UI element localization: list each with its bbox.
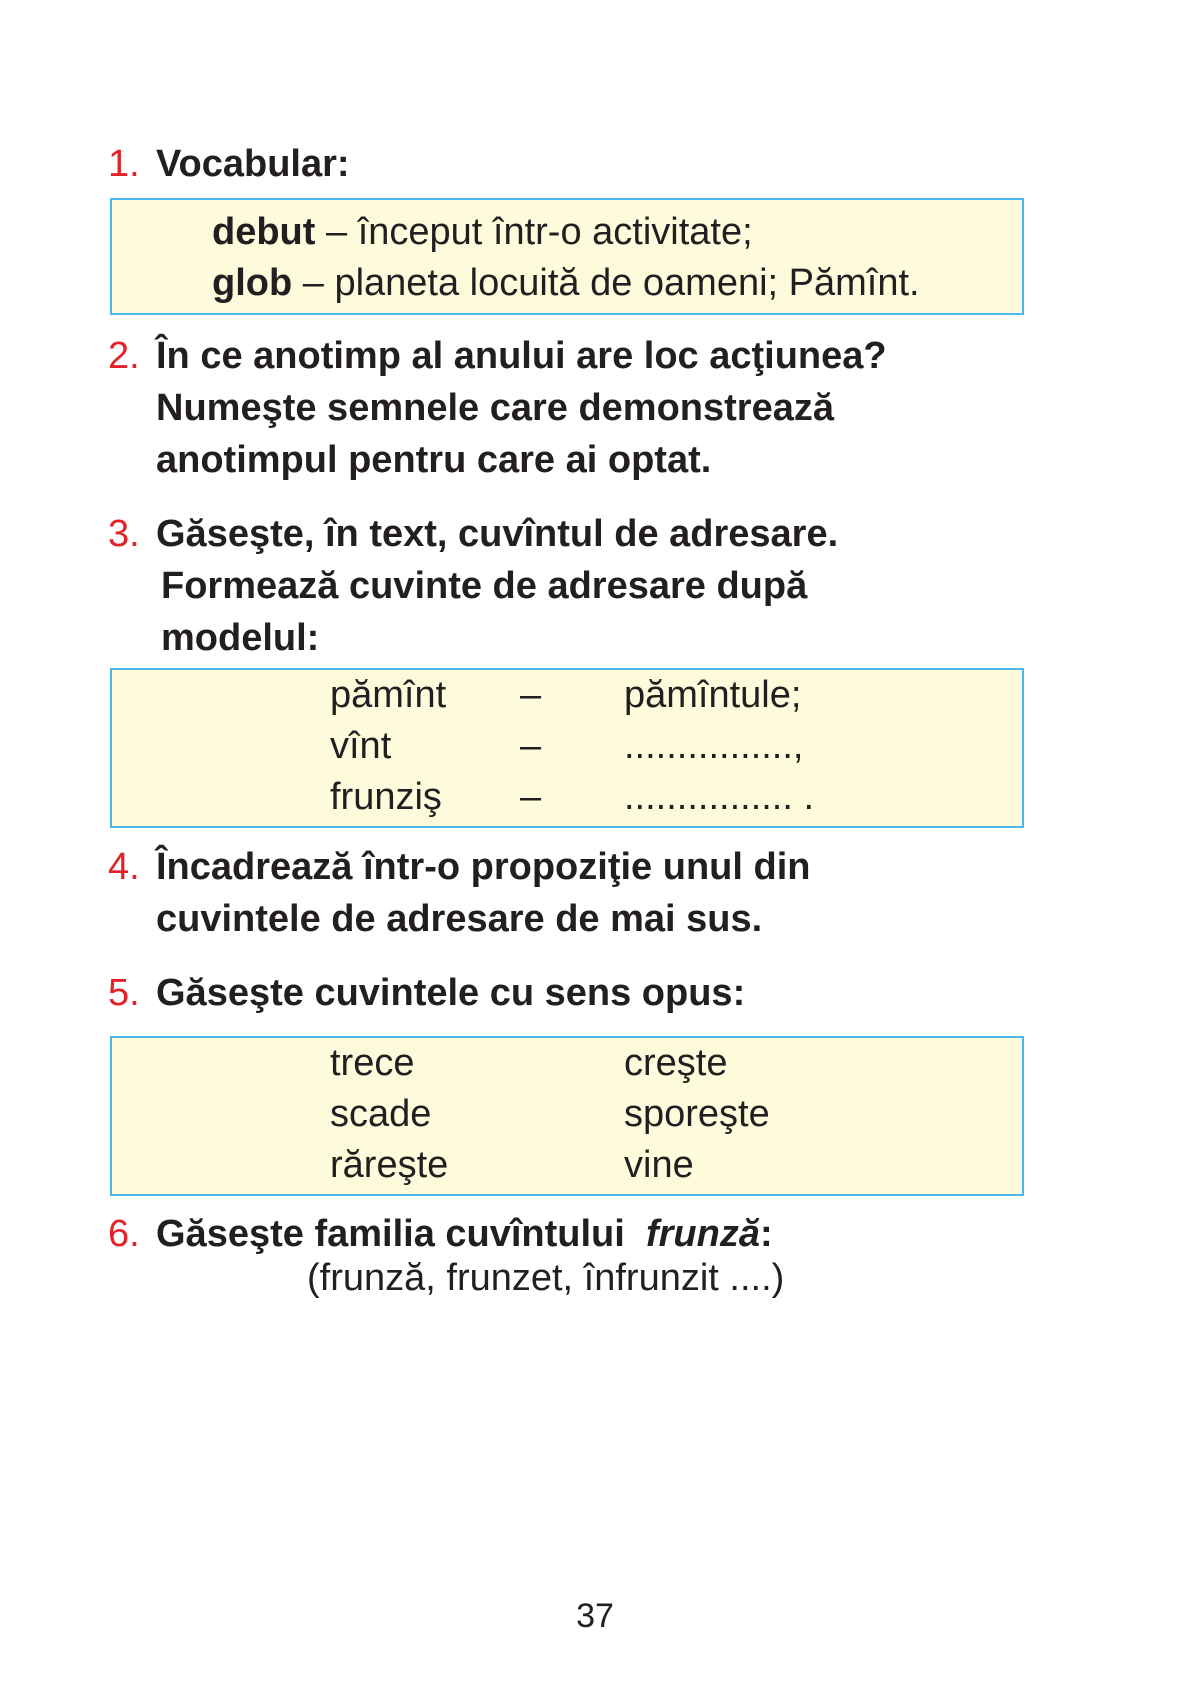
opposite-word-right: sporeşte [624,1093,770,1135]
question-number: 6. [108,1213,140,1255]
highlighted-word: frunză [645,1213,760,1255]
vocabulary-item [212,207,753,258]
vocabulary-term: debut [212,211,316,253]
question-line: Numeşte semnele care demonstrează [156,387,834,429]
question-number: 4. [108,846,140,888]
question-line [108,330,887,382]
vocabulary-term: glob [212,262,293,304]
address-word: frunziş [330,776,442,818]
question-number: 5. [108,972,140,1014]
vocabulary-box [110,198,1024,315]
question-number: 2. [108,335,140,377]
question-line: modelul: [161,617,320,659]
vocabulary-definition: planeta locuită de oameni; Pămînt. [334,262,920,304]
question-1 [108,138,350,190]
address-word: vînt [330,725,392,767]
opposites-box [110,1036,1024,1196]
opposite-word-right: vine [624,1144,694,1186]
page-number: 37 [576,1597,614,1635]
address-form: ................, [624,725,804,767]
question-line: Formează cuvinte de adresare după [161,565,808,607]
vocabulary-item [212,258,920,309]
opposite-word-left: răreşte [330,1144,449,1186]
question-title: Găseşte cuvintele cu sens opus: [156,972,746,1014]
question-text: În ce anotimp al anului are loc acţiunea? [156,335,887,377]
vocabulary-separator: – [315,211,358,253]
question-3 [108,508,838,664]
dash: – [520,776,542,818]
question-number: 1. [108,143,140,185]
question-2 [108,330,887,486]
address-form: ................ . [624,776,815,818]
question-line [108,841,810,893]
question-4 [108,841,810,945]
opposite-word-right: creşte [624,1042,728,1084]
question-colon: : [759,1213,773,1255]
word-family-hint: (frunză, frunzet, înfrunzit ....) [307,1257,785,1299]
dash: – [520,725,542,767]
question-title: Vocabular: [156,143,350,185]
dash: – [520,674,542,716]
question-title: Găseşte familia cuvîntului [156,1213,625,1255]
question-text: Încadrează într-o propoziţie unul din [156,846,811,888]
address-word: pămînt [330,674,447,716]
question-number: 3. [108,513,140,555]
address-words-box [110,668,1024,828]
opposite-word-left: trece [330,1042,415,1084]
vocabulary-definition: început într-o activitate; [357,211,753,253]
vocabulary-separator: – [292,262,335,304]
address-form: pămîntule; [624,674,802,716]
question-line [108,508,838,560]
question-line: cuvintele de adresare de mai sus. [156,898,763,940]
question-text: Găseşte, în text, cuvîntul de adresare. [156,513,839,555]
question-line: anotimpul pentru care ai optat. [156,439,712,481]
opposite-word-left: scade [330,1093,432,1135]
question-5 [108,967,745,1019]
